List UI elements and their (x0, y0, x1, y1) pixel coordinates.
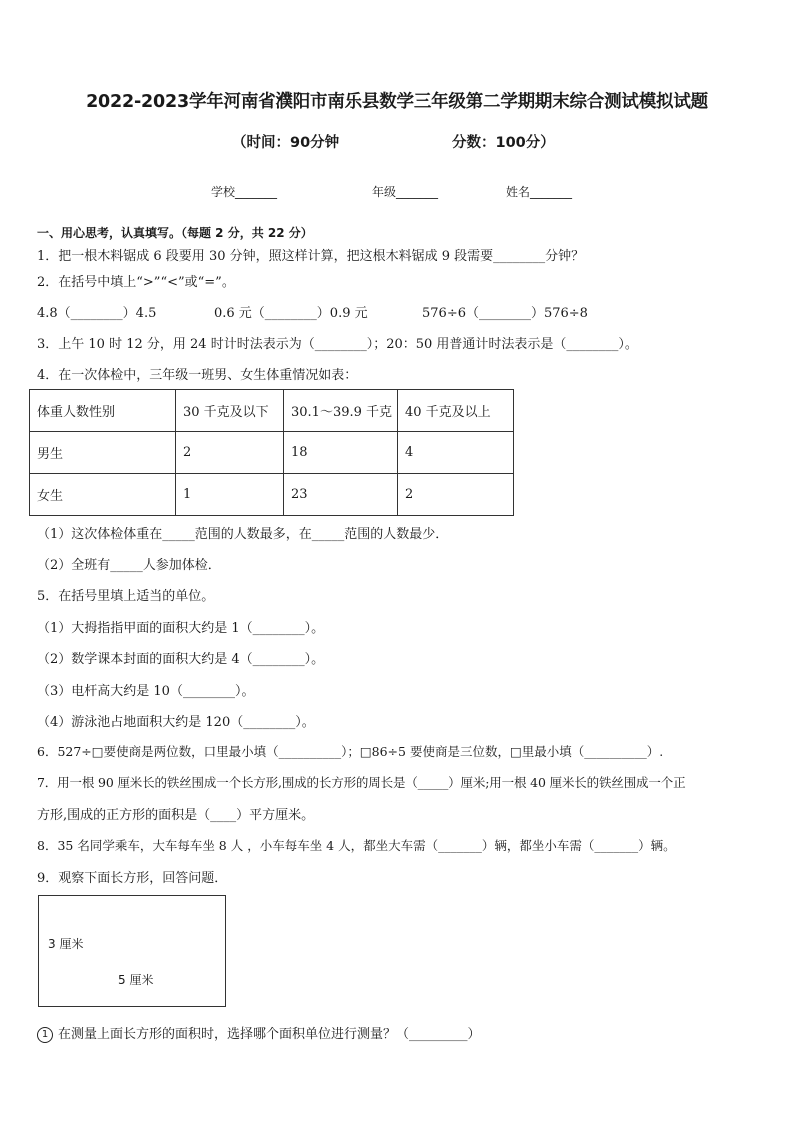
table-header-cell: 体重人数性别 (30, 390, 176, 432)
table-header-cell: 30 千克及以下 (176, 390, 284, 432)
table-cell: 18 (284, 432, 398, 474)
rectangle-side-label: 3 厘米 (48, 937, 84, 951)
section-heading: 一、用心思考，认真填写。（每题 2 分，共 22 分） (37, 226, 313, 240)
page-title: 2022-2023学年河南省濮阳市南乐县数学三年级第二学期期末综合测试模拟试题 (86, 92, 708, 112)
question-2c: 576÷6（________）576÷8 (422, 306, 588, 321)
table-header-row (30, 390, 514, 432)
circled-number-1-icon: 1 (37, 1027, 53, 1043)
table-cell: 女生 (30, 474, 176, 516)
grade-field[interactable]: 年级_______ (372, 185, 439, 199)
question-4: 4．在一次体检中，三年级一班男、女生体重情况如表： (37, 368, 358, 383)
question-7-line1: 7．用一根 90 厘米长的铁丝围成一个长方形,围成的长方形的周长是（_____）厘米;用一根 40 厘米长的铁丝围成一个正 (37, 775, 686, 790)
question-2b: 0.6 元（________）0.9 元 (214, 306, 368, 321)
table-row (30, 474, 514, 516)
question-9-1-text: 在测量上面长方形的面积时，选择哪个面积单位进行测量？（_________） (58, 1027, 481, 1042)
table-row (30, 432, 514, 474)
school-field[interactable]: 学校_______ (211, 185, 278, 199)
weight-table (29, 389, 514, 516)
question-4-1: （1）这次体检体重在_____范围的人数最多，在_____范围的人数最少． (37, 527, 449, 542)
question-3: 3．上午 10 时 12 分，用 24 时计时法表示为（________）；20：50 用普通计时法表示是（________）。 (37, 337, 638, 352)
question-5: 5．在括号里填上适当的单位。 (37, 589, 215, 604)
table-cell: 23 (284, 474, 398, 516)
question-2a: 4.8（________）4.5 (37, 306, 157, 321)
question-1: 1．把一根木料锯成 6 段要用 30 分钟，照这样计算，把这根木料锯成 9 段需要________分钟？ (37, 249, 585, 264)
question-8: 8．35 名同学乘车，大车每车坐 8 人 ，小车每车坐 4 人，都坐大车需（_______）辆，都坐小车需（_______）辆。 (37, 838, 676, 853)
question-2: 2．在括号中填上“>”“<”或“=”。 (37, 275, 235, 290)
table-cell: 2 (398, 474, 514, 516)
table-cell: 2 (176, 432, 284, 474)
table-cell: 4 (398, 432, 514, 474)
table-header-cell: 30.1～39.9 千克 (284, 390, 398, 432)
question-4-2: （2）全班有_____人参加体检． (37, 558, 221, 573)
table-cell: 男生 (30, 432, 176, 474)
question-5-3: （3）电杆高大约是 10（________）。 (37, 684, 255, 699)
rectangle-bottom-label: 5 厘米 (118, 973, 154, 987)
question-9-1 (37, 1023, 481, 1043)
exam-score: 分数：100分） (452, 135, 555, 151)
question-9: 9．观察下面长方形，回答问题． (37, 871, 228, 886)
question-6: 6．527÷□要使商是两位数，口里最小填（__________）；□86÷5 要使商是三位数，□里最小填（__________）. (37, 744, 664, 759)
question-5-1: （1）大拇指指甲面的面积大约是 1（________）。 (37, 621, 325, 636)
question-5-2: （2）数学课本封面的面积大约是 4（________）。 (37, 652, 325, 667)
question-5-4: （4）游泳池占地面积大约是 120（________）。 (37, 715, 315, 730)
table-cell: 1 (176, 474, 284, 516)
name-field[interactable]: 姓名_______ (506, 185, 573, 199)
question-7-line2: 方形,围成的正方形的面积是（____）平方厘米。 (37, 808, 315, 823)
exam-time: （时间：90分钟 (232, 135, 340, 151)
table-header-cell: 40 千克及以上 (398, 390, 514, 432)
